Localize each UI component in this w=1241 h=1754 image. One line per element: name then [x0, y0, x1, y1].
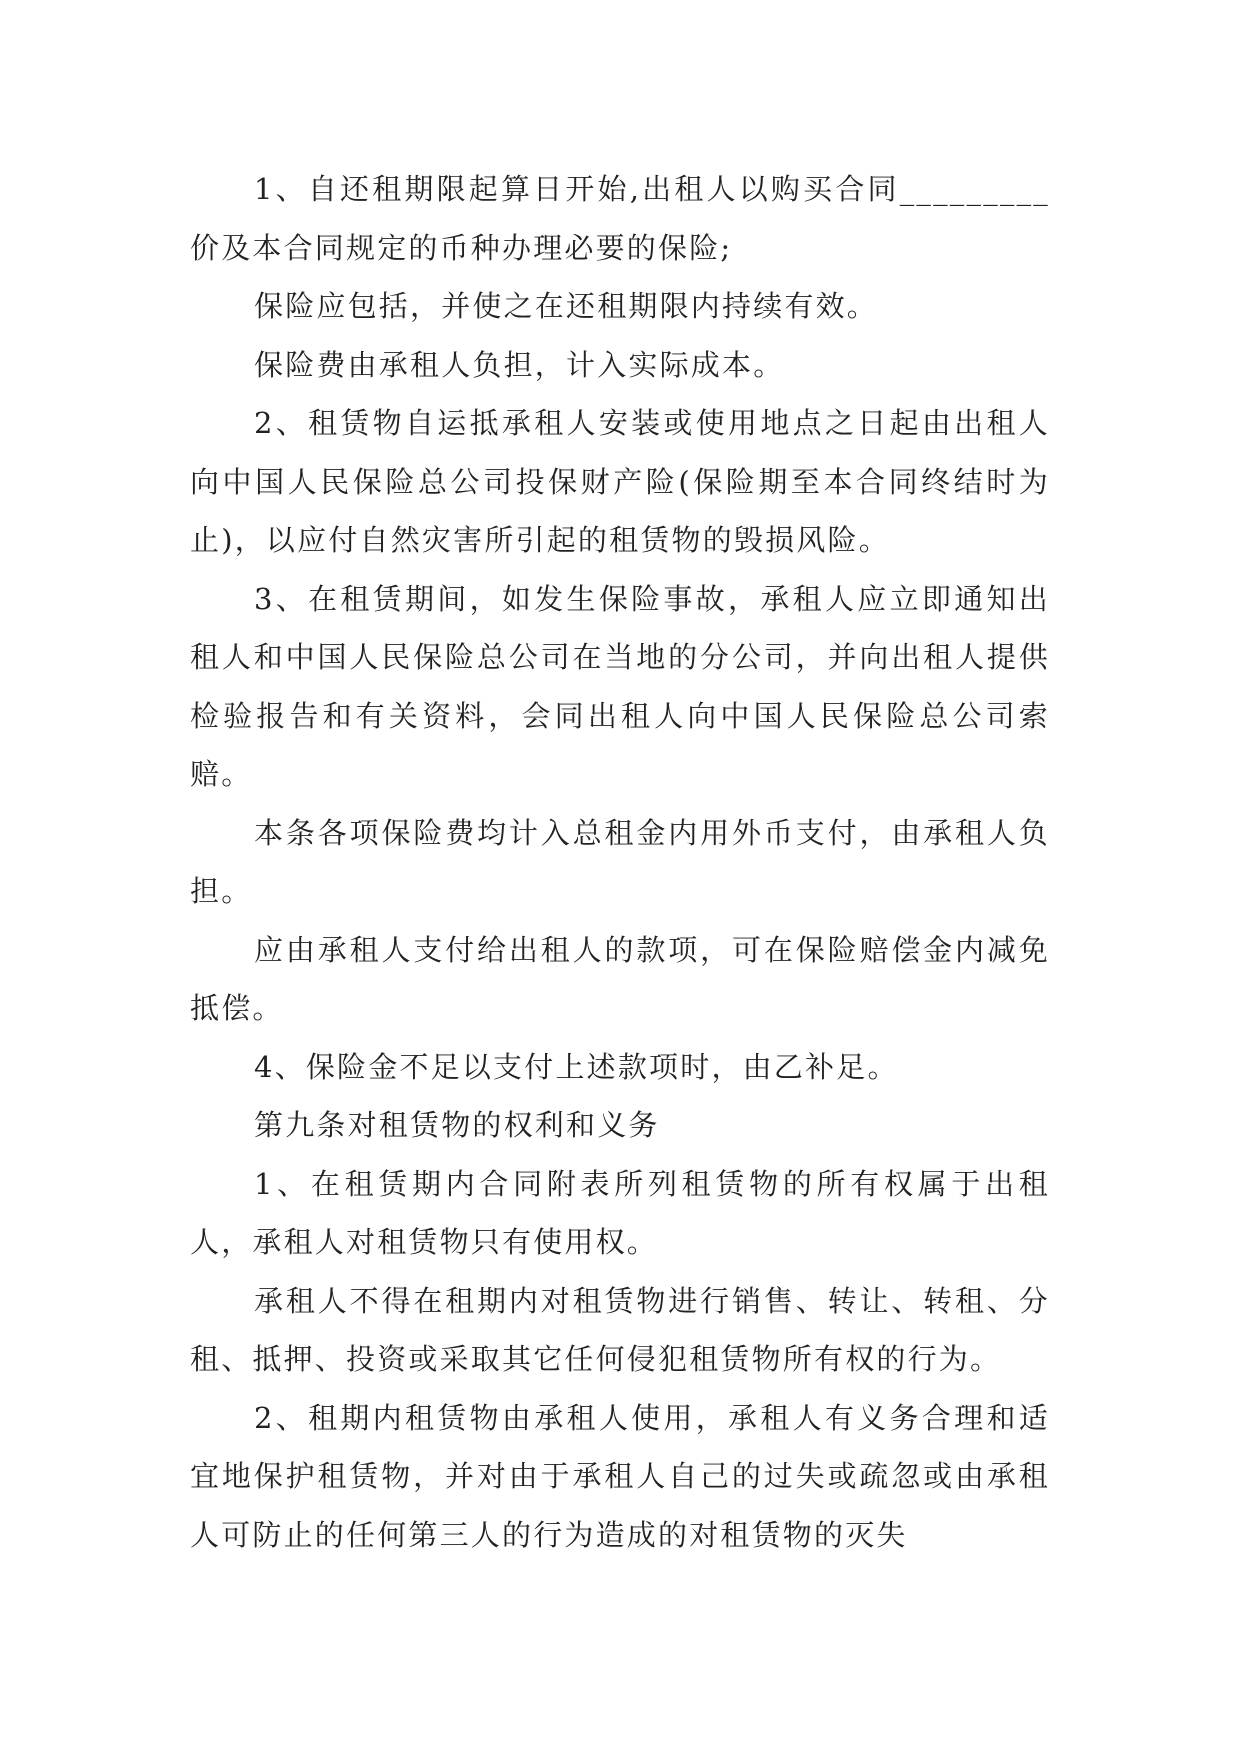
paragraph-ownership-clause-1: 1、在租赁期内合同附表所列租赁物的所有权属于出租人，承租人对租赁物只有使用权。 [190, 1166, 1050, 1259]
paragraph-insurance-clause-4: 4、保险金不足以支付上述款项时，由乙补足。 [254, 1049, 899, 1084]
paragraph-ownership-restriction: 承租人不得在租期内对租赁物进行销售、转让、转租、分租、抵押、投资或采取其它任何侵犯租赁物所有权的行为。 [190, 1283, 1050, 1376]
paragraph-insurance-fee: 保险费由承租人负担，计入实际成本。 [254, 347, 785, 382]
paragraph-insurance-coverage: 保险应包括，并使之在还租期限内持续有效。 [254, 289, 879, 323]
paragraph-insurance-offset: 应由承租人支付给出租人的款项，可在保险赔偿金内减免抵偿。 [190, 932, 1050, 1025]
paragraph-insurance-clause-2: 2、租赁物自运抵承租人安装或使用地点之日起由出租人向中国人民保险总公司投保财产险(保险期至本合同终结时为止)，以应付自然灾害所引起的租赁物的毁损风险。 [190, 406, 1050, 557]
paragraph-insurance-clause-3: 3、在租赁期间，如发生保险事故，承租人应立即通知出租人和中国人民保险总公司在当地的分公司，并向出租人提供检验报告和有关资料，会同出租人向中国人民保险总公司索赔。 [190, 581, 1050, 791]
section-heading-article-9: 第九条对租赁物的权利和义务 [254, 1108, 660, 1142]
paragraph-insurance-payment: 本条各项保险费均计入总租金内用外币支付，由承租人负担。 [190, 815, 1050, 908]
paragraph-insurance-clause-1: 1、自还租期限起算日开始,出租人以购买合同_________价及本合同规定的币种办理必要的保险; [190, 172, 1050, 265]
paragraph-ownership-clause-2: 2、租期内租赁物由承租人使用，承租人有义务合理和适宜地保护租赁物，并对由于承租人自己的过失或疏忽或由承租人可防止的任何第三人的行为造成的对租赁物的灭失 [190, 1400, 1050, 1552]
document-body [190, 160, 1050, 1564]
